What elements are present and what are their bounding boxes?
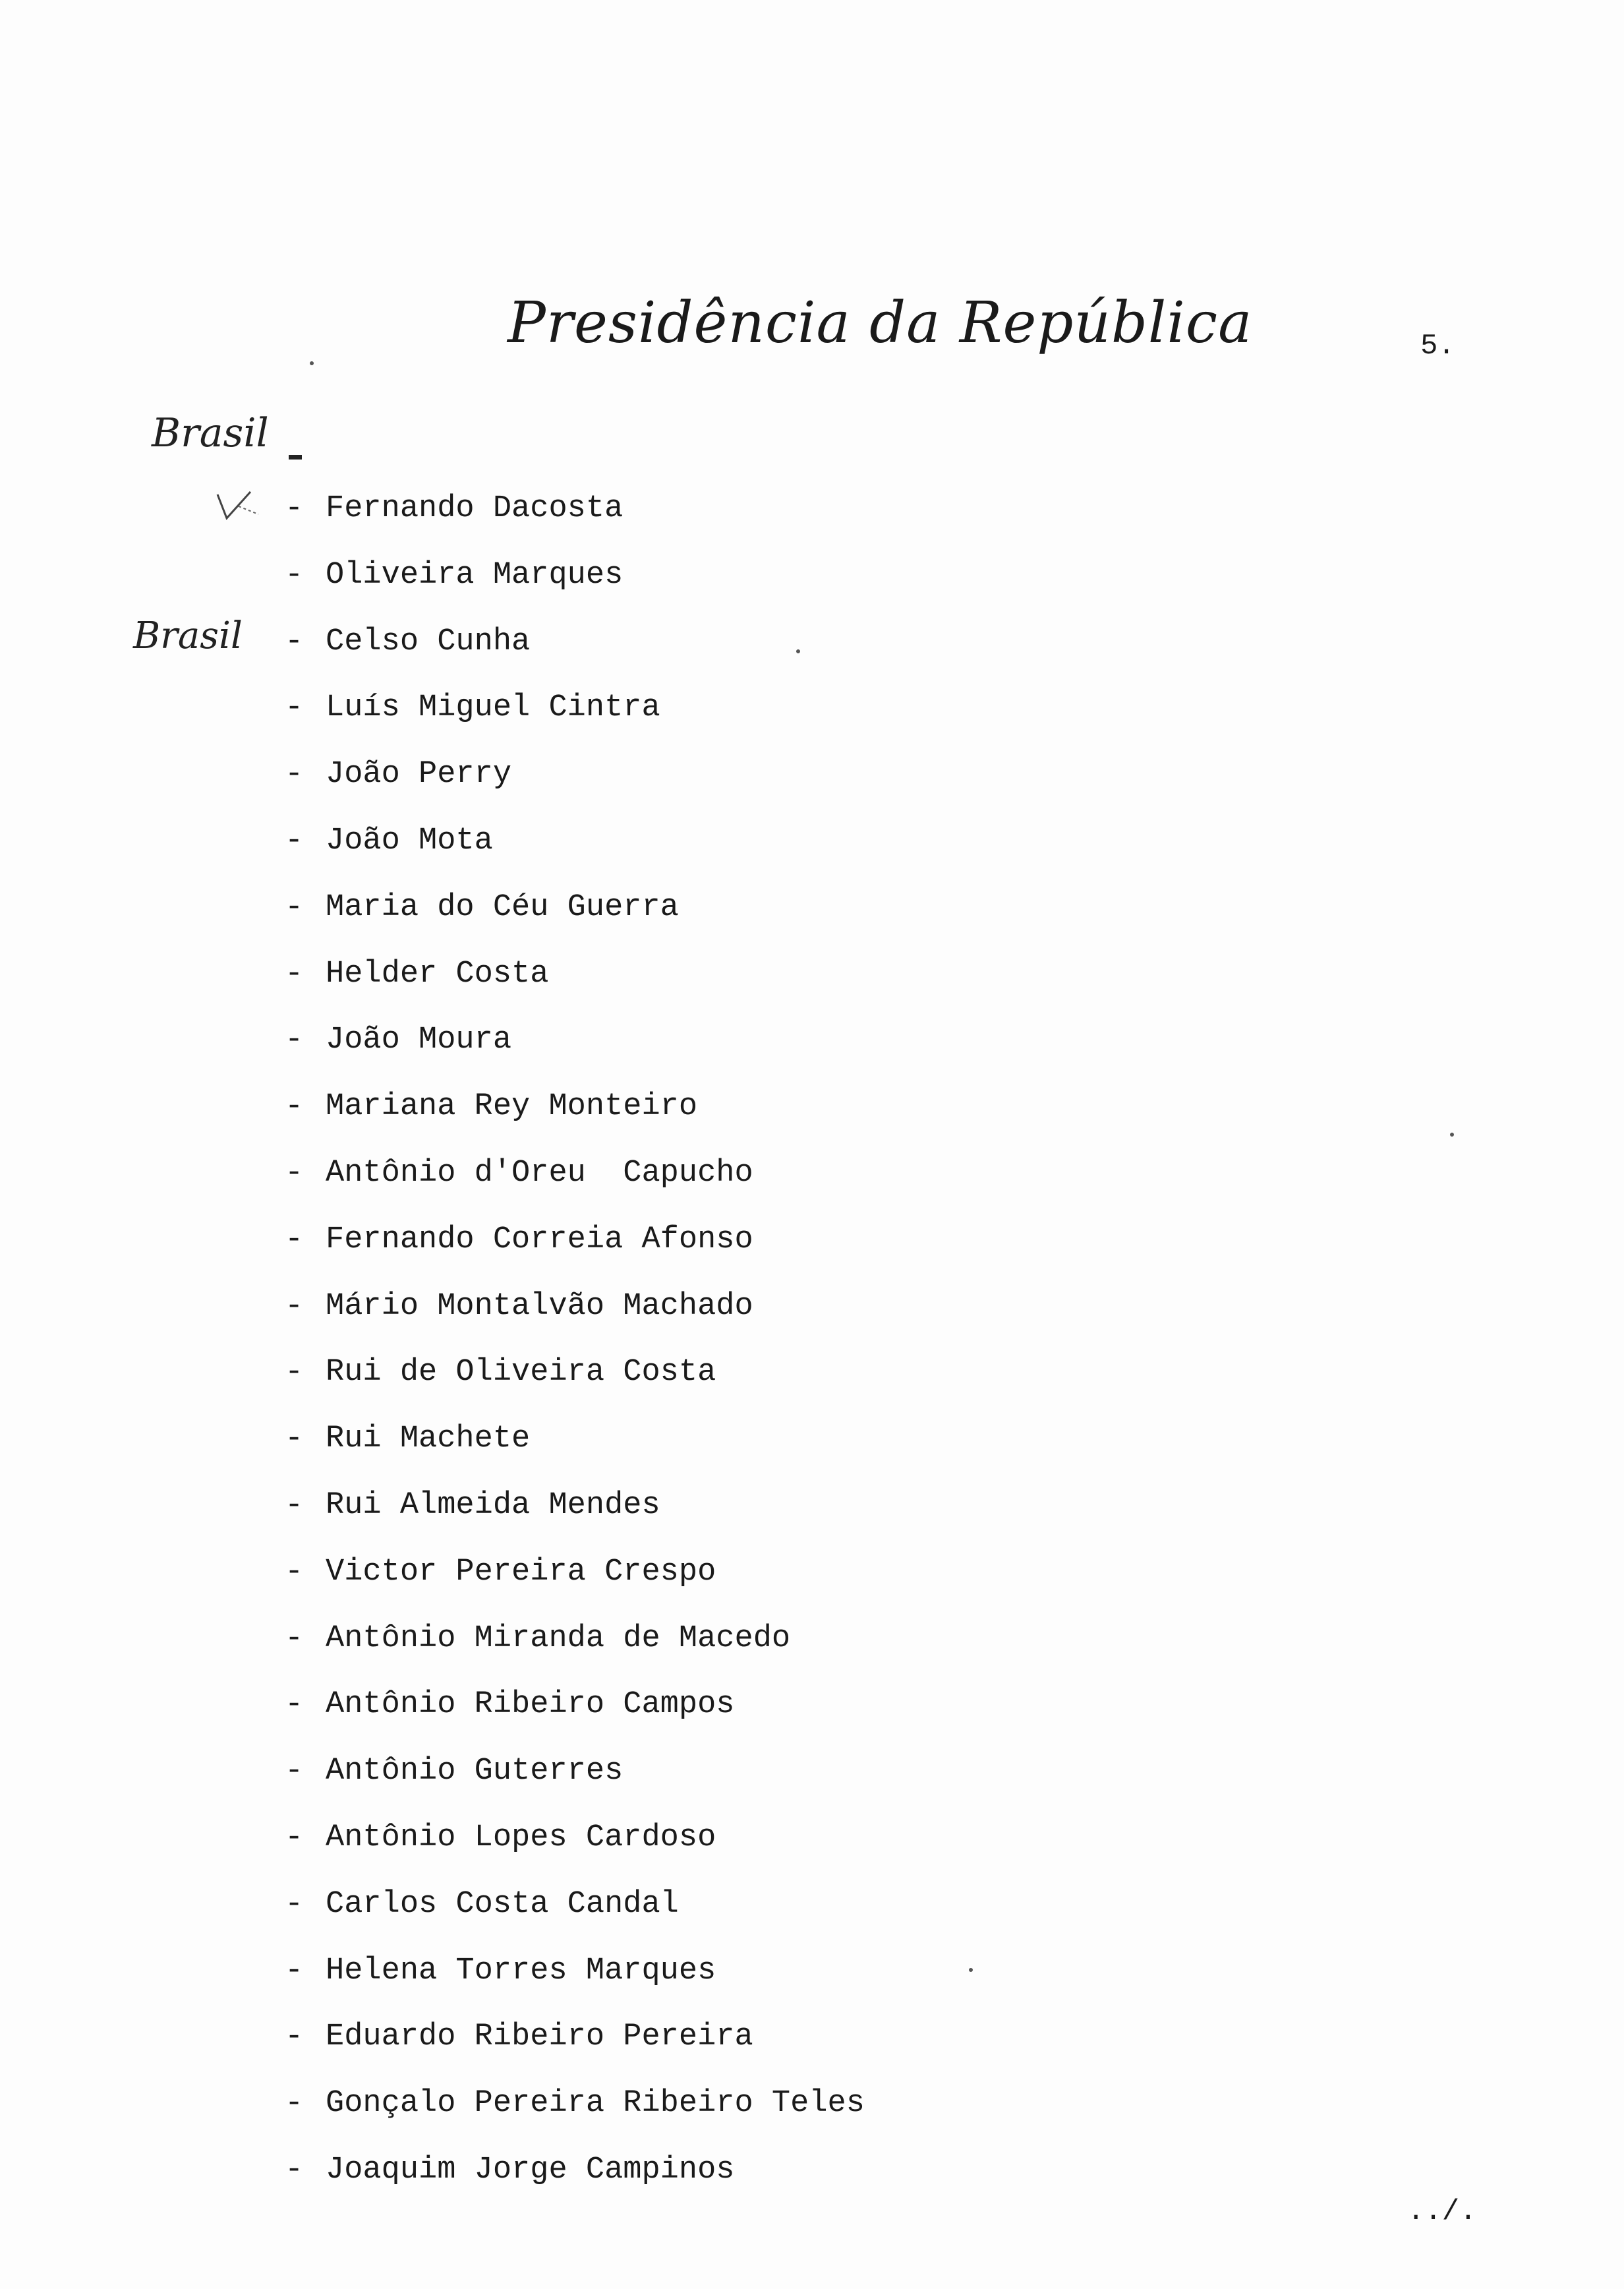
list-item: [285, 1353, 865, 1419]
list-dash: -: [285, 624, 304, 659]
list-dash: -: [285, 757, 304, 792]
list-item: [285, 1818, 865, 1885]
person-name: Carlos Costa Candal: [326, 1886, 679, 1922]
list-item: [285, 1220, 865, 1287]
person-name: Antônio Lopes Cardoso: [326, 1820, 716, 1855]
list-item: [285, 2017, 865, 2084]
handwritten-note-side: Brasil: [133, 614, 243, 657]
person-name: Helena Torres Marques: [326, 1953, 716, 1988]
page-number: 5.: [1420, 330, 1455, 363]
list-dash: -: [285, 1687, 304, 1723]
handwritten-dash: [289, 455, 302, 460]
continuation-mark: ../.: [1407, 2195, 1477, 2228]
list-dash: -: [285, 1487, 304, 1523]
check-cross-icon: [212, 487, 265, 526]
person-name: Rui Almeida Mendes: [326, 1487, 660, 1523]
person-name: Maria do Céu Guerra: [326, 889, 679, 925]
list-dash: -: [285, 1222, 304, 1257]
list-item: [285, 755, 865, 821]
list-item: [285, 688, 865, 755]
list-dash: -: [285, 823, 304, 858]
list-item: [285, 1752, 865, 1818]
person-name: Mariana Rey Monteiro: [326, 1089, 698, 1125]
person-name: Celso Cunha: [326, 624, 531, 659]
letterhead: Presidência da República: [508, 290, 1253, 356]
person-name: Gonçalo Pereira Ribeiro Teles: [326, 2086, 865, 2122]
list-dash: -: [285, 889, 304, 925]
list-dash: -: [285, 1820, 304, 1855]
list-item: [285, 1553, 865, 1619]
person-name: Victor Pereira Crespo: [326, 1554, 716, 1590]
list-dash: -: [285, 2152, 304, 2187]
list-item: [285, 821, 865, 888]
list-item: [285, 1951, 865, 2018]
list-dash: -: [285, 1421, 304, 1457]
person-name: Fernando Dacosta: [326, 491, 624, 526]
handwritten-note-top: Brasil: [152, 410, 269, 456]
list-dash: -: [285, 690, 304, 726]
list-item: [285, 1486, 865, 1553]
person-name: Mário Montalvão Machado: [326, 1288, 753, 1324]
person-name: Fernando Correia Afonso: [326, 1222, 753, 1257]
name-list: [285, 489, 865, 2217]
person-name: Antônio Guterres: [326, 1754, 624, 1789]
list-dash: -: [285, 1620, 304, 1656]
person-name: Antônio Ribeiro Campos: [326, 1687, 735, 1723]
person-name: Eduardo Ribeiro Pereira: [326, 2019, 753, 2055]
person-name: Antônio d'Oreu Capucho: [326, 1155, 753, 1191]
paper-speck: [796, 649, 800, 653]
paper-speck: [1450, 1133, 1454, 1137]
list-dash: -: [285, 1953, 304, 1988]
list-item: [285, 1287, 865, 1353]
person-name: Rui de Oliveira Costa: [326, 1355, 716, 1390]
paper-speck: [969, 1968, 973, 1972]
list-dash: -: [285, 491, 304, 526]
list-item: [285, 2151, 865, 2217]
person-name: Rui Machete: [326, 1421, 531, 1457]
list-item: [285, 888, 865, 955]
list-item: [285, 1685, 865, 1752]
list-dash: -: [285, 557, 304, 593]
list-dash: -: [285, 1155, 304, 1191]
list-item: [285, 1154, 865, 1220]
person-name: Luís Miguel Cintra: [326, 690, 660, 726]
list-item: [285, 556, 865, 622]
list-item: [285, 2084, 865, 2151]
list-dash: -: [285, 1355, 304, 1390]
list-item: [285, 622, 865, 689]
list-dash: -: [285, 2086, 304, 2122]
person-name: Joaquim Jorge Campinos: [326, 2152, 735, 2187]
person-name: Antônio Miranda de Macedo: [326, 1620, 791, 1656]
list-dash: -: [285, 2019, 304, 2055]
paper-speck: [310, 361, 314, 365]
person-name: João Perry: [326, 757, 512, 792]
list-dash: -: [285, 1288, 304, 1324]
list-dash: -: [285, 956, 304, 992]
list-item: [285, 489, 865, 556]
person-name: João Mota: [326, 823, 493, 858]
list-dash: -: [285, 1886, 304, 1922]
list-dash: -: [285, 1089, 304, 1125]
list-item: [285, 1419, 865, 1486]
person-name: João Moura: [326, 1023, 512, 1058]
list-dash: -: [285, 1023, 304, 1058]
list-item: [285, 1619, 865, 1686]
list-dash: -: [285, 1554, 304, 1590]
person-name: Oliveira Marques: [326, 557, 624, 593]
list-dash: -: [285, 1754, 304, 1789]
list-item: [285, 955, 865, 1021]
list-item: [285, 1885, 865, 1951]
list-item: [285, 1021, 865, 1087]
list-item: [285, 1087, 865, 1154]
person-name: Helder Costa: [326, 956, 549, 992]
